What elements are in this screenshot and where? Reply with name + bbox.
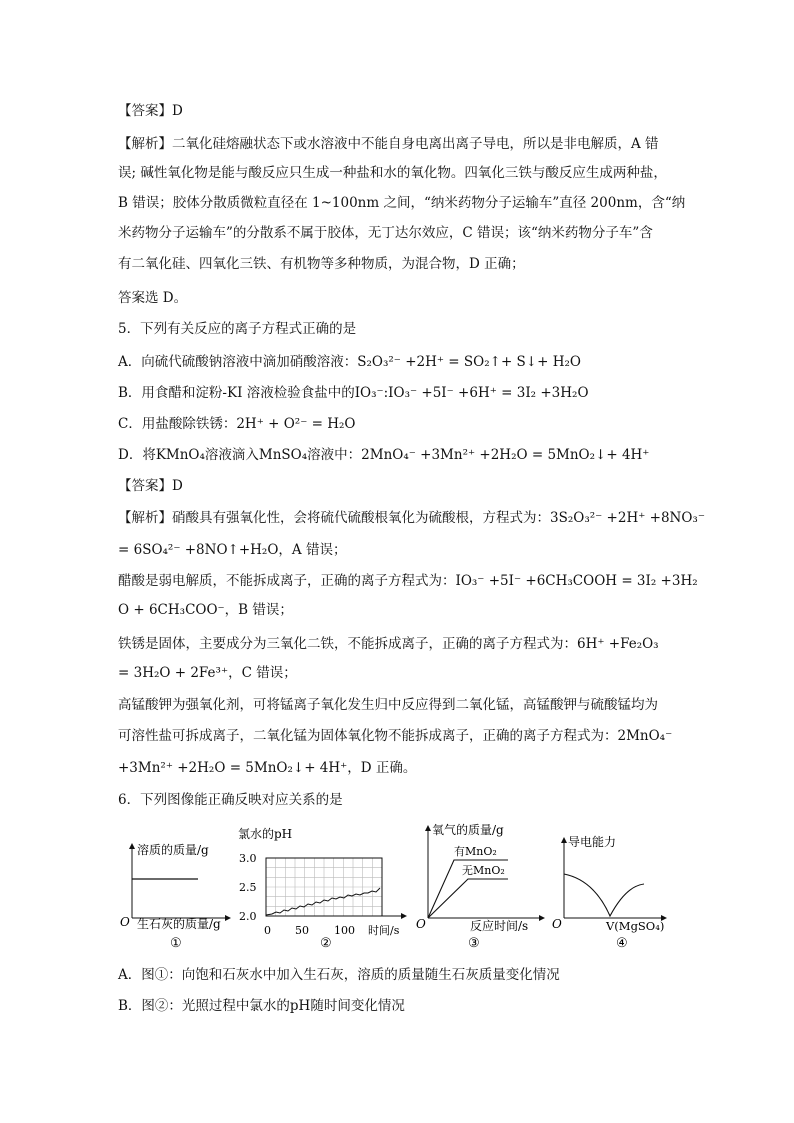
x-tick-label: 100 (334, 924, 355, 937)
option-c: C．用盐酸除铁锈：2H⁺ + O²⁻ = H₂O (118, 416, 356, 432)
series-line (564, 874, 644, 916)
y-axis-label: 导电能力 (568, 835, 617, 849)
figure-4 (552, 834, 666, 951)
question-5: 5．下列有关反应的离子方程式正确的是 (118, 321, 357, 337)
question-6: 6．下列图像能正确反映对应关系的是 (118, 792, 343, 808)
y-tick-label: 2.0 (239, 910, 257, 923)
option-b: B．用食醋和淀粉-KI 溶液检验食盐中的IO₃⁻:IO₃⁻ +5I⁻ +6H⁺ = 3I₂ +3H₂O (118, 385, 589, 401)
series-label: 无MnO₂ (462, 864, 505, 877)
grid (266, 858, 382, 916)
analysis-line: +3Mn²⁺ +2H₂O = 5MnO₂↓+ 4H⁺，D 正确。 (118, 760, 417, 776)
answer-choice: 答案选 D。 (118, 290, 188, 306)
x-tick-label: 0 (264, 924, 271, 937)
answer-label: 【答案】D (118, 478, 183, 494)
y-axis-label: 氧气的质量/g (432, 823, 504, 837)
figure-2 (238, 826, 406, 951)
analysis-line: 米药物分子运输车”的分散系不属于胶体，无丁达尔效应，C 错误；该“纳米药物分子车”含 (118, 225, 653, 241)
analysis-line: 铁锈是固体，主要成分为三氧化二铁，不能拆成离子，正确的离子方程式为：6H⁺ +Fe₂O₃ (118, 636, 659, 652)
analysis-line: B 错误；胶体分散质微粒直径在 1~100nm 之间，“纳米药物分子运输车”直径 200nm，含“纳 (118, 195, 686, 211)
answer-label: 【答案】D (118, 103, 183, 119)
option-a: A．图①：向饱和石灰水中加入生石灰，溶质的质量随生石灰质量变化情况 (118, 967, 560, 983)
analysis-line: 高锰酸钾为强氧化剂，可将锰离子氧化发生归中反应得到二氧化锰，高锰酸钾与硫酸锰均为 (118, 697, 658, 713)
origin-label: O (416, 917, 426, 931)
x-axis-label: 时间/s (368, 924, 400, 937)
figure-number: ① (170, 936, 182, 951)
analysis-line: 【解析】二氧化硅熔融状态下或水溶液中不能自身电离出离子导电，所以是非电解质，A 错 (118, 136, 659, 152)
origin-label: O (552, 917, 562, 931)
figure-row (118, 822, 678, 962)
analysis-line: O + 6CH₃COO⁻，B 错误； (118, 602, 293, 618)
figure-number: ④ (616, 936, 628, 951)
analysis-line: 有二氧化硅、四氧化三铁、有机物等多种物质，为混合物，D 正确； (118, 256, 525, 272)
x-axis-label: V(MgSO₄) (606, 919, 665, 933)
figure-1 (120, 842, 230, 951)
x-axis-label: 反应时间/s (470, 919, 529, 933)
origin-label: O (120, 915, 130, 929)
analysis-line: = 3H₂O + 2Fe³⁺，C 错误； (118, 665, 297, 681)
option-b: B．图②：光照过程中氯水的pH随时间变化情况 (118, 998, 405, 1014)
figures-svg (118, 822, 678, 962)
analysis-line: 误; 碱性氧化物是能与酸反应只生成一种盐和水的氧化物。四氧化三铁与酸反应生成两种盐， (118, 165, 667, 181)
figure-3 (416, 822, 544, 951)
figure-number: ③ (468, 936, 480, 951)
analysis-line: = 6SO₄²⁻ +8NO↑+H₂O，A 错误； (118, 542, 347, 558)
x-tick-label: 50 (295, 924, 309, 937)
analysis-line: 可溶性盐可拆成离子，二氧化锰为固体氧化物不能拆成离子，正确的离子方程式为：2MnO₄⁻ (118, 728, 673, 744)
series-line-without-mno2 (428, 879, 508, 918)
figure-number: ② (320, 936, 332, 951)
x-axis-label: 生石灰的质量/g (137, 917, 221, 931)
y-axis-label: 溶质的质量/g (137, 843, 209, 857)
option-a: A．向硫代硫酸钠溶液中滴加硝酸溶液：S₂O₃²⁻ +2H⁺ = SO₂↑+ S↓+ H₂O (118, 354, 581, 370)
analysis-line: 【解析】硝酸具有强氧化性，会将硫代硫酸根氧化为硫酸根，方程式为：3S₂O₃²⁻ +2H⁺ +8NO₃⁻ (118, 510, 705, 526)
option-d: D．将KMnO₄溶液滴入MnSO₄溶液中：2MnO₄⁻ +3Mn²⁺ +2H₂O = 5MnO₂↓+ 4H⁺ (118, 447, 650, 463)
analysis-line: 醋酸是弱电解质，不能拆成离子，正确的离子方程式为：IO₃⁻ +5I⁻ +6CH₃COOH = 3I₂ +3H₂ (118, 573, 698, 589)
y-tick-label: 3.0 (239, 852, 257, 865)
y-axis-label: 氯水的pH (238, 827, 293, 841)
y-tick-label: 2.5 (239, 881, 257, 894)
series-label: 有MnO₂ (454, 845, 497, 858)
